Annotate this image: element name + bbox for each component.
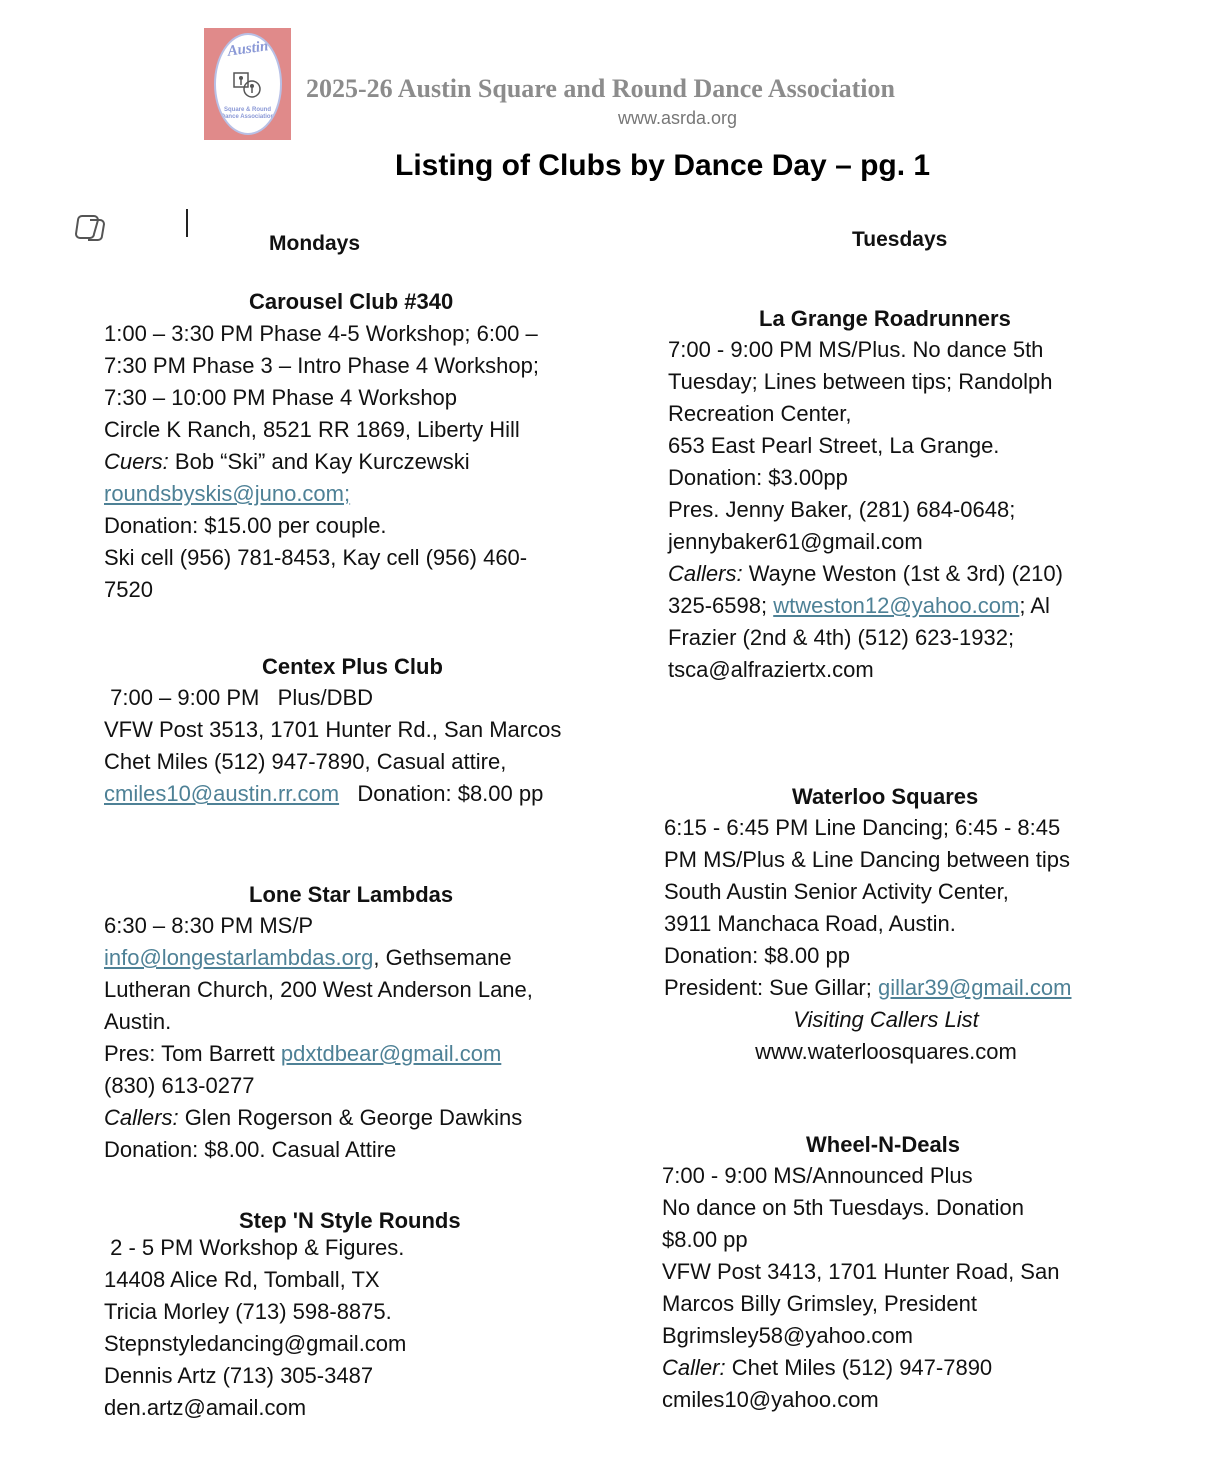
donation-line: Donation: $8.00. Casual Attire [104,1137,397,1162]
email-link[interactable]: pdxtdbear@gmail.com [280,1041,502,1066]
detail-line: Circle K Ranch, 8521 RR 1869, Liberty Hill [104,417,520,442]
detail-line: 7:00 – 9:00 PM Plus/DBD [104,685,374,710]
copilot-icon[interactable] [74,212,110,242]
email-line [668,590,1063,622]
detail-line: VFW Post 3513, 1701 Hunter Rd., San Marcos [104,717,562,742]
detail-line: Tricia Morley (713) 598-8875. [104,1299,392,1324]
phone-line: (830) 613-0277 [104,1073,255,1098]
detail-line: 653 East Pearl Street, La Grange. [668,433,1000,458]
donation-text: Donation: $8.00 pp [339,781,544,806]
logo-word: Austin [226,38,269,60]
detail-line: PM MS/Plus & Line Dancing between tips [664,847,1070,872]
detail-line: Lutheran Church, 200 West Anderson Lane, [104,977,533,1002]
detail-line: tsca@alfraziertx.com [668,657,874,682]
detail-line: VFW Post 3413, 1701 Hunter Road, San [662,1259,1060,1284]
detail-line: $8.00 pp [662,1227,748,1252]
detail-line: Ski cell (956) 781-8453, Kay cell (956) 460- [104,545,528,570]
pre-email-text: 325-6598; [668,593,774,618]
callers-line [104,1102,533,1134]
detail-line: No dance on 5th Tuesdays. Donation [662,1195,1025,1220]
detail-line: Donation: $15.00 per couple. [104,513,387,538]
cuers-line [104,446,539,478]
logo-oval [214,33,282,135]
detail-line: Frazier (2nd & 4th) (512) 623-1932; [668,625,1015,650]
detail-line: South Austin Senior Activity Center, [664,879,1009,904]
club-details-waterloo [664,812,1108,1068]
email-link[interactable]: roundsbyskis@juno.com; [104,481,351,506]
detail-line: 14408 Alice Rd, Tomball, TX [104,1267,380,1292]
org-url[interactable]: www.asrda.org [618,108,738,128]
club-details-wheelndeals [662,1160,1059,1416]
detail-line: 7520 [104,577,153,602]
club-details-lagrange [668,334,1063,686]
text-cursor [186,209,188,237]
email-line: cmiles10@yahoo.com [662,1387,879,1412]
detail-line: Stepnstyledancing@gmail.com [104,1331,407,1356]
callers-value: Glen Rogerson & George Dawkins [178,1105,523,1130]
detail-line: 3911 Manchaca Road, Austin. [664,911,956,936]
caller-line [662,1352,1059,1384]
dancers-icon [232,71,262,101]
president-line [104,1038,533,1070]
asrda-logo [204,28,291,140]
email-line [104,778,561,810]
website-line[interactable]: www.waterloosquares.com [755,1039,1017,1064]
detail-line: jennybaker61@gmail.com [668,529,923,554]
detail-line: 7:30 – 10:00 PM Phase 4 Workshop [104,385,458,410]
detail-line: Tuesday; Lines between tips; Randolph [668,369,1053,394]
detail-line: Marcos Billy Grimsley, President [662,1291,977,1316]
org-title: 2025-26 Austin Square and Round Dance Association [306,74,895,103]
detail-line: Dennis Artz (713) 305-3487 [104,1363,374,1388]
email-line [104,942,533,974]
club-details-lonestar [104,910,533,1166]
detail-line: Donation: $3.00pp [668,465,848,490]
club-name: Carousel Club #340 [249,289,454,314]
club-name: La Grange Roadrunners [759,306,1011,331]
club-name: Step 'N Style Rounds [239,1208,461,1233]
president-text: Pres: Tom Barrett [104,1041,281,1066]
page-title: Listing of Clubs by Dance Day – pg. 1 [395,149,931,182]
detail-line: 7:00 - 9:00 PM MS/Plus. No dance 5th [668,337,1044,362]
after-email-text: , Gethsemane [373,945,512,970]
president-text: President: Sue Gillar; [664,975,878,1000]
after-email-text: ; Al [1019,593,1050,618]
email-link[interactable]: gillar39@gmail.com [877,975,1072,1000]
detail-line: Pres. Jenny Baker, (281) 684-0648; [668,497,1016,522]
day-heading-mondays: Mondays [269,232,361,255]
email-line [104,478,539,510]
detail-line: 1:00 – 3:30 PM Phase 4-5 Workshop; 6:00 – [104,321,538,346]
club-name: Wheel-N-Deals [806,1132,961,1157]
email-link[interactable]: wtweston12@yahoo.com [773,593,1020,618]
club-details-stepnstyle [104,1232,406,1424]
detail-line: Donation: $8.00 pp [664,943,850,968]
day-heading-tuesdays: Tuesdays [852,228,948,251]
callers-line [668,558,1063,590]
club-details-carousel [104,318,539,606]
detail-line: den.artz@amail.com [104,1395,307,1420]
detail-line: 7:30 PM Phase 3 – Intro Phase 4 Workshop; [104,353,539,378]
detail-line: Austin. [104,1009,172,1034]
club-details-centex [104,682,561,810]
club-name: Waterloo Squares [792,784,979,809]
caller-value: Chet Miles (512) 947-7890 [725,1355,993,1380]
callers-label: Callers: [104,1105,179,1130]
cuers-label: Cuers: [104,449,169,474]
caller-label: Caller: [662,1355,726,1380]
president-line [664,972,1108,1004]
visiting-callers-line: Visiting Callers List [793,1007,979,1032]
cuers-value: Bob “Ski” and Kay Kurczewski [168,449,470,474]
email-link[interactable]: info@longestarlambdas.org [104,945,374,970]
logo-subtext: Square & Round Dance Association [220,107,275,120]
detail-line: Recreation Center, [668,401,852,426]
detail-line: 6:30 – 8:30 PM MS/P [104,913,314,938]
detail-line: 7:00 - 9:00 MS/Announced Plus [662,1163,973,1188]
detail-line: 6:15 - 6:45 PM Line Dancing; 6:45 - 8:45 [664,815,1061,840]
callers-label: Callers: [668,561,743,586]
club-name: Lone Star Lambdas [249,882,454,907]
detail-line: Bgrimsley58@yahoo.com [662,1323,913,1348]
detail-line: 2 - 5 PM Workshop & Figures. [104,1235,405,1260]
club-name: Centex Plus Club [262,654,443,679]
callers-value: Wayne Weston (1st & 3rd) (210) [742,561,1063,586]
email-link[interactable]: cmiles10@austin.rr.com [104,781,340,806]
detail-line: Chet Miles (512) 947-7890, Casual attire, [104,749,507,774]
